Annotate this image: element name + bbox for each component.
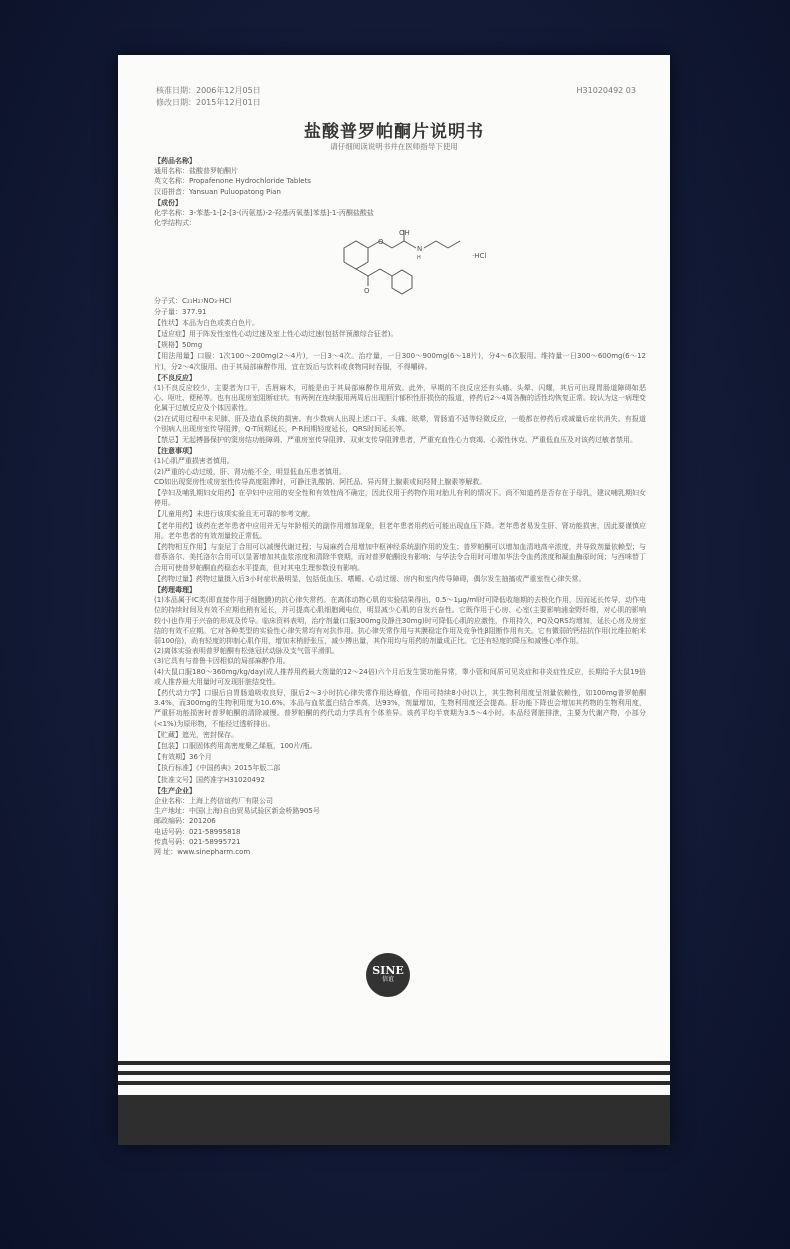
revision-date: 修改日期：2015年12月01日 (156, 98, 261, 107)
fax-number: 传真号码：021-58995721 (154, 837, 241, 846)
hcl-label: ·HCl (472, 252, 487, 261)
footer-stripes (118, 1055, 670, 1145)
section-package: 【包装】口服固体药用高密度聚乙烯瓶，100片/瓶。 (154, 741, 317, 750)
section-interactions: 【药物相互作用】与奎尼丁合用可以减慢代谢过程；与局麻药合用增加中枢神经系统副作用的发生；普罗帕酮可以增加血清地高辛浓度，并导致剂量依赖型；与普萘洛尔、美托洛尔合用可以显著增加其血浆浓度和清除半衰期，而对普罗帕酮没有影响；与华法令合用时可增加华法令血药浓度和凝血酶原时间；与西咪替丁合用可使普罗帕酮血药稳态水平提高，但对其电生理参数没有影响。 (154, 543, 646, 572)
postal-code: 邮政编码：201206 (154, 817, 216, 826)
section-properties: 【性状】本品为白色或类白色片。 (154, 318, 259, 327)
benzene-ring-1 (344, 241, 368, 269)
section-storage: 【贮藏】遮光，密封保存。 (154, 730, 238, 739)
section-header: 【注意事项】 (154, 447, 196, 456)
section-header: 【药理毒理】 (154, 585, 196, 594)
adverse-paragraph-2: (2)在试用过程中未见肺、肝及造血系统的损害。有少数病人出现上述口干、头痛、眩晕，胃肠道不适等轻微反应，一般都在停药后或减量后症状消失。有报道个别病人出现房室传导阻滞，Q-T间期延长，P-R间期轻度延长，QRS时间延长等。 (154, 414, 646, 433)
section-indications: 【适应症】用于阵发性室性心动过速及室上性心动过速(包括伴预激综合征者)。 (154, 330, 398, 339)
document-title: 盐酸普罗帕酮片说明书 (304, 122, 484, 142)
leaflet-sheet (118, 55, 670, 1145)
leaflet-content (154, 155, 646, 857)
section-contraindications: 【禁忌】无起搏器保护的窦房结功能障碍、严重房室传导阻滞、双束支传导阻滞患者，严重充血性心力衰竭、心源性休克、严重低血压及对该药过敏者禁用。 (154, 436, 637, 445)
section-header: 【生产企业】 (154, 786, 196, 795)
approval-date: 核准日期：2006年12月05日 (156, 86, 261, 95)
company-name: 企业名称：上海上药信谊药厂有限公司 (154, 796, 273, 805)
structure-diagram (324, 228, 504, 296)
section-adverse-reactions (154, 373, 646, 434)
chemical-name: 化学名称：3-苯基-1-[2-[3-(丙氨基)-2-羟基丙氧基]苯基]-1-丙酮盐酸盐 (154, 209, 374, 218)
section-elderly: 【老年用药】该药在老年患者中应用并无与年龄相关的副作用增加现象，但老年患者用药后可能出现血压下降。老年患者易发生肝、肾功能损害，因此要谨慎应用。老年患者的有效剂量较正常低。 (154, 521, 646, 540)
section-header: 【成份】 (154, 198, 182, 207)
date-block (156, 85, 261, 109)
generic-name: 通用名称：盐酸普罗帕酮片 (154, 167, 238, 176)
section-approval: 【批准文号】国药准字H31020492 (154, 775, 265, 784)
molecular-formula: 分子式：C₂₁H₂₇NO₃·HCl (154, 297, 232, 306)
section-pharmacology (154, 585, 646, 687)
website: 网 址：www.sinepharm.com (154, 847, 251, 856)
section-manufacturer (154, 786, 646, 857)
pinyin-name: 汉语拼音：Yansuan Puluopatong Pian (154, 187, 281, 196)
section-drug-name (154, 156, 646, 197)
logo-mark: SINE (372, 964, 404, 977)
svg-text:O: O (378, 238, 384, 247)
section-dosage: 【用法用量】口服：1次100～200mg(2～4片)，一日3～4次。治疗量，一日300～900mg(6～18片)，分4～6次服用。维持量一日300～600mg(6～12片)，分2～4次服用。由于其局部麻醉作用，宜在饭后与饮料或食物同时吞服，不得嚼碎。 (154, 352, 646, 371)
svg-text:O: O (364, 287, 370, 296)
section-header: 【不良反应】 (154, 373, 196, 382)
company-address: 生产地址：中国(上海)自由贸易试验区新金桥路905号 (154, 807, 320, 816)
section-standard: 【执行标准】《中国药典》2015年版二部 (154, 764, 281, 773)
section-precautions (154, 446, 646, 487)
stripe-divider (118, 1081, 670, 1085)
section-children: 【儿童用药】未进行该项实验且无可靠的参考文献。 (154, 510, 315, 519)
section-ingredients (154, 198, 646, 317)
sine-logo (366, 953, 410, 997)
document-code: H31020492 03 (576, 86, 636, 95)
stripe-divider (118, 1061, 670, 1065)
svg-text:H: H (417, 255, 421, 262)
precaution-item: (2)严重的心动过缓，肝、肾功能不全，明显低血压患者慎用。 (154, 467, 346, 476)
svg-text:OH: OH (399, 229, 410, 238)
structure-label: 化学结构式： (154, 219, 196, 228)
stripe-divider (118, 1071, 670, 1075)
document-subtitle: 请仔细阅读说明书并在医师指导下使用 (330, 142, 458, 151)
section-pharmacokinetics: 【药代动力学】口服后自胃肠道吸收良好，服后2～3小时抗心律失常作用达峰值，作用可持续8小时以上，其生物利用度呈剂量依赖性，如100mg普罗帕酮3.4%，而300mg的生物利用度为10.6%。本品与血浆蛋白结合率高，达93%，剂量增加，生物利用度还会提高。肝功能下降也会增加其药物的生物利用度，严重肝功能损害时普罗帕酮的清除减慢。普罗帕酮的药代动力学具有个体差异。该药平均半衰期为3.5～4小时。本品经肾脏排泄，主要为代谢产物，小部分(<1%)为原形物，不能经过透析排出。 (154, 688, 646, 728)
pharmacology-paragraph-4: (4)大鼠口服180～360mg/kg/day(成人推荐用药最大剂量的12～24倍)六个月后发生窦功能异常，睾小管和间质可见炎症和非炎症性反应，长期给予大鼠19倍或人推荐最大用量时可发现肝脏结变性。 (154, 667, 646, 686)
section-specification: 【规格】50mg (154, 341, 203, 350)
phone-number: 电话号码：021-58995818 (154, 827, 241, 836)
stripe-band (118, 1095, 670, 1145)
adverse-paragraph-1: (1)不良反应较少，主要者为口干，舌唇麻木，可能是由于其局部麻醉作用所致。此外，早期的不良反应还有头痛、头晕、闪耀，其后可出现胃肠道障碍如恶心、呕吐、便秘等。也有出现房室阻断症状。有两例在连续服用两周后出现胆汁郁积性肝损伤的报道，停药后2～4周各酶的活性均恢复正常。较认为这一病理变化属于过敏反应及个体因素性。 (154, 384, 646, 413)
molecular-weight: 分子量：377.91 (154, 307, 207, 316)
section-pregnancy: 【孕妇及哺乳期妇女用药】在孕妇中应用的安全性和有效性尚不确定，因此仅用于药物作用对胎儿有利的情况下。尚不知道药是否存在于母乳，建议哺乳期妇女停用。 (154, 489, 646, 508)
english-name: 英文名称：Propafenone Hydrochloride Tablets (154, 177, 311, 186)
section-overdose: 【药物过量】药物过量摄入后3小时症状最明显，包括低血压、嗜睡、心动过缓、房内和室内传导障碍，偶尔发生抽搐或严重室性心律失常。 (154, 574, 586, 583)
pharmacology-paragraph-2: (2)离体实验表明普罗帕酮有松弛冠状动脉及支气管平滑肌。 (154, 647, 339, 656)
precaution-item: (1)心肌严重损害者慎用。 (154, 457, 234, 466)
benzene-ring-2 (392, 270, 412, 294)
svg-text:N: N (417, 245, 423, 254)
logo-subtext: 信谊 (381, 976, 394, 983)
pharmacology-paragraph-1: (1)本品属于IC类(即直接作用于细胞膜)的抗心律失常药。在离体动物心肌的实验结果得出，0.5～1μg/ml时可降低收缩期的去极化作用，因而延长传导，动作电位的持续时间及有效不应期也稍有延长，并可提高心肌细胞阈电位，明显减少心肌的自发兴奋性。它既作用于心房、心室(主要影响浦金野纤维，对心肌的影响较小)也作用于兴奋的形成及传导。临床资料表明，治疗剂量(口服300mg及静注30mg)时可降低心肌的应激性，作用持久，PQ及QRS均增加，延长心房及房室结的有效不应期。它对各种类型的实验性心律失常均有对抗作用。抗心律失常作用与其膜稳定作用及竞争性β阻断作用有关。它有微弱的钙拮抗作用(比维拉帕米弱100倍)，尚有轻度的抑制心肌作用，增加末梢舒张压，减少搏出量，其作用均与用药的剂量成正比。它还有轻度的降压和减慢心率作用。 (154, 596, 646, 645)
pharmacology-paragraph-3: (3)它具有与普鲁卡因相似的局部麻醉作用。 (154, 657, 290, 666)
section-validity: 【有效期】36个月 (154, 753, 212, 762)
chemical-structure (154, 228, 646, 296)
precaution-item: CD如出现窦房性或房室性传导高度阻滞时，可静注乳酸钠、阿托品、异丙肾上腺素或间羟肾上腺素等解救。 (154, 477, 487, 486)
section-header: 【药品名称】 (154, 157, 196, 165)
